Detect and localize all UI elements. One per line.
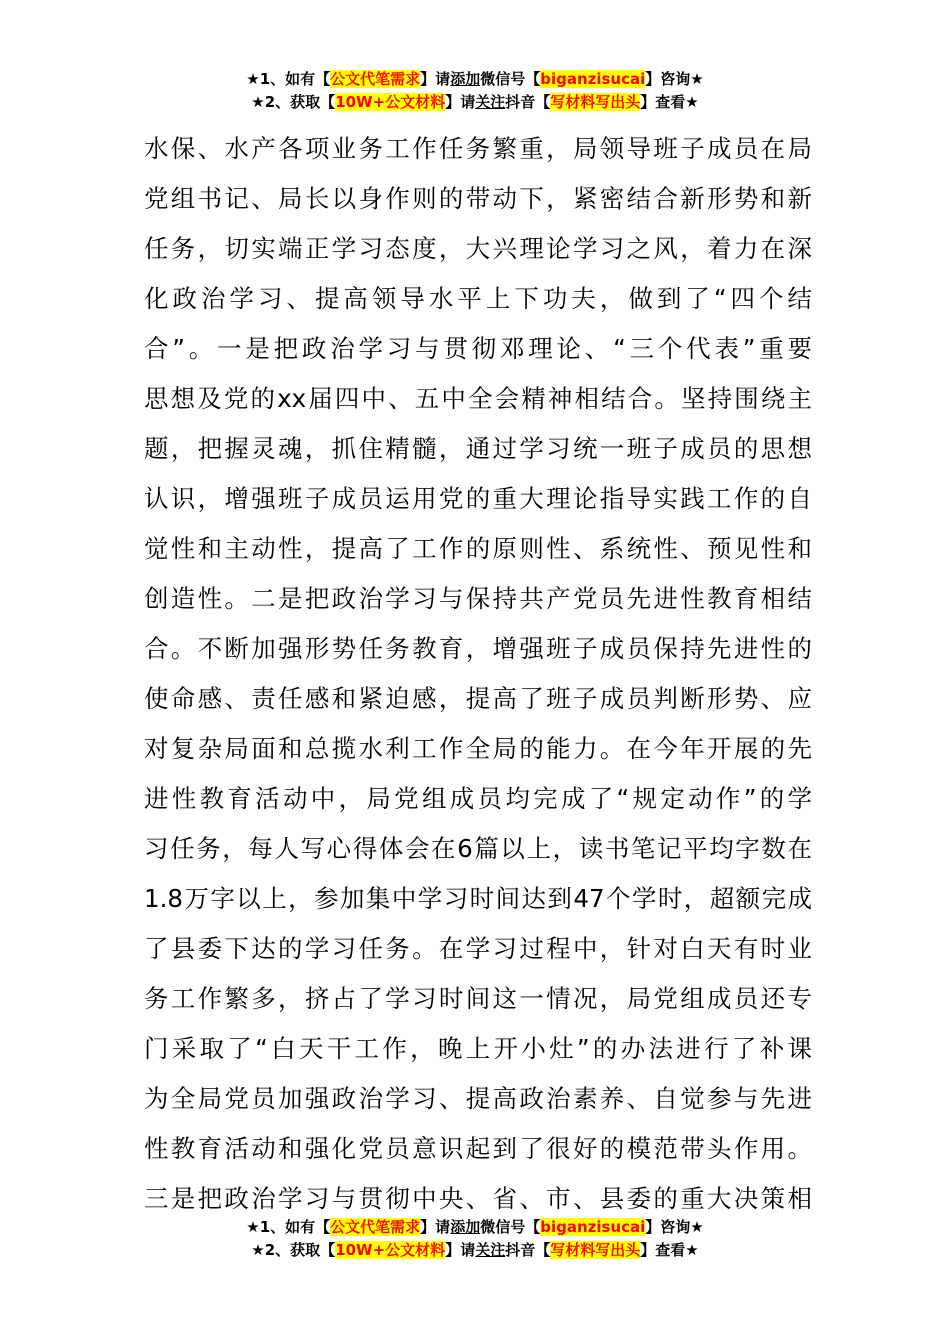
banner-text: ★1、如有【 (246, 70, 331, 88)
footer-banner (0, 1216, 950, 1262)
banner-text: 】查看★ (640, 93, 699, 111)
banner-text: ★2、获取【 (251, 1241, 336, 1259)
body-line: 对复杂局面和总揽水利工作全局的能力。在今年开展的先 (144, 734, 812, 763)
body-line: 合。不断加强形势任务教育，增强班子成员保持先进性的 (144, 634, 812, 663)
body-line: 为全局党员加强政治学习、提高政治素养、自觉参与先进 (144, 1084, 812, 1113)
banner-text: 微信号【 (480, 1218, 541, 1236)
body-line: 化政治学习、提高领导水平上下功夫，做到了“四个结 (144, 284, 812, 313)
banner-text: ★1、如有【 (246, 1218, 331, 1236)
banner-highlight: 公文代笔需求 (330, 1218, 421, 1236)
body-line: 题，把握灵魂，抓住精髓，通过学习统一班子成员的思想 (144, 434, 812, 463)
banner-line-2 (0, 91, 950, 114)
banner-underline: 关注 (475, 93, 506, 111)
banner-text: 】请 (420, 70, 451, 88)
banner-text: 】请 (420, 1218, 451, 1236)
body-line: 认识，增强班子成员运用党的重大理论指导实践工作的自 (144, 484, 812, 513)
banner-text: 】请 (445, 1241, 476, 1259)
banner-line-1 (0, 1216, 950, 1239)
body-line: 思想及党的xx届四中、五中全会精神相结合。坚持围绕主 (144, 384, 812, 413)
body-line: 创造性。二是把政治学习与保持共产党员先进性教育相结 (144, 584, 812, 613)
body-line: 合”。一是把政治学习与贯彻邓理论、“三个代表”重要 (144, 334, 812, 363)
banner-highlight: 10W+公文材料 (335, 93, 446, 111)
banner-text: 微信号【 (480, 70, 541, 88)
body-line: 了县委下达的学习任务。在学习过程中，针对白天有时业 (144, 934, 812, 963)
banner-highlight: biganzisucai (540, 70, 646, 88)
banner-text: 抖音【 (505, 1241, 551, 1259)
body-line: 党组书记、局长以身作则的带动下，紧密结合新形势和新 (144, 184, 812, 213)
banner-text: 】咨询★ (645, 70, 704, 88)
banner-underline: 添加 (450, 70, 481, 88)
body-line: 进性教育活动中，局党组成员均完成了“规定动作”的学 (144, 784, 812, 813)
document-body (144, 124, 812, 1224)
body-line: 水保、水产各项业务工作任务繁重，局领导班子成员在局 (144, 134, 812, 163)
banner-text: 】咨询★ (645, 1218, 704, 1236)
body-line: 使命感、责任感和紧迫感，提高了班子成员判断形势、应 (144, 684, 812, 713)
banner-highlight: 写材料写出头 (550, 93, 641, 111)
header-banner (0, 68, 950, 114)
banner-line-1 (0, 68, 950, 91)
body-line: 觉性和主动性，提高了工作的原则性、系统性、预见性和 (144, 534, 812, 563)
body-line: 三是把政治学习与贯彻中央、省、市、县委的重大决策相 (144, 1184, 812, 1213)
body-line: 务工作繁多，挤占了学习时间这一情况，局党组成员还专 (144, 984, 812, 1013)
banner-text: ★2、获取【 (251, 93, 336, 111)
banner-highlight: biganzisucai (540, 1218, 646, 1236)
banner-highlight: 10W+公文材料 (335, 1241, 446, 1259)
banner-line-2 (0, 1239, 950, 1262)
body-line: 习任务，每人写心得体会在6篇以上，读书笔记平均字数在 (144, 834, 812, 863)
banner-text: 】查看★ (640, 1241, 699, 1259)
body-line: 门采取了“白天干工作，晚上开小灶”的办法进行了补课 (144, 1034, 812, 1063)
body-line: 性教育活动和强化党员意识起到了很好的模范带头作用。 (144, 1134, 812, 1163)
banner-highlight: 写材料写出头 (550, 1241, 641, 1259)
banner-highlight: 公文代笔需求 (330, 70, 421, 88)
banner-underline: 关注 (475, 1241, 506, 1259)
banner-underline: 添加 (450, 1218, 481, 1236)
banner-text: 抖音【 (505, 93, 551, 111)
body-line: 任务，切实端正学习态度，大兴理论学习之风，着力在深 (144, 234, 812, 263)
banner-text: 】请 (445, 93, 476, 111)
body-line: 1.8万字以上，参加集中学习时间达到47个学时，超额完成 (144, 884, 812, 913)
